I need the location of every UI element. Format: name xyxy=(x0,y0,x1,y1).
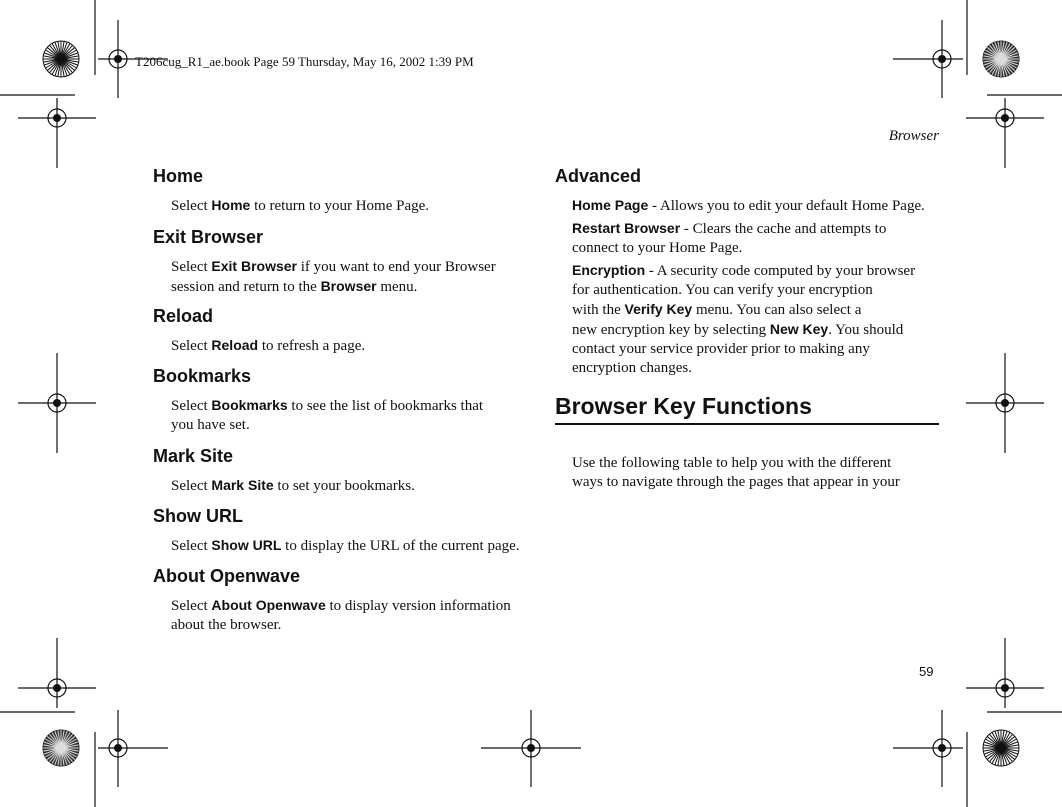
encryption-description: Encryption - A security code computed by your browser for authentication. You can verify your encryption with the Verify Key menu. You can also select a new encryption key by selecting New Key. You should contact your service provider prior to making any encryption changes. xyxy=(572,262,916,376)
page-number: 59 xyxy=(919,664,934,679)
registration-wheel-icon xyxy=(983,41,1019,77)
mark-site-description: Select Mark Site to set your bookmarks. xyxy=(171,477,415,494)
registration-wheel-icon xyxy=(983,730,1019,766)
heading-rule xyxy=(555,423,939,425)
section-heading-show-url: Show URL xyxy=(153,506,243,526)
restart-browser-description: Restart Browser - Clears the cache and attempts to connect to your Home Page. xyxy=(572,220,887,256)
section-heading-reload: Reload xyxy=(153,306,214,326)
about-openwave-description: Select About Openwave to display version information about the browser. xyxy=(171,597,511,633)
registration-target-icon xyxy=(893,710,963,787)
print-slug: T206cug_R1_ae.book Page 59 Thursday, May 16, 2002 1:39 PM xyxy=(135,54,474,69)
registration-wheel-icon xyxy=(43,730,79,766)
section-heading-bookmarks: Bookmarks xyxy=(153,366,252,386)
home-page-description: Home Page - Allows you to edit your default Home Page. xyxy=(572,197,925,214)
browser-key-functions-intro: Use the following table to help you with the different ways to navigate through the pages that appear in your xyxy=(572,455,900,490)
registration-target-icon xyxy=(966,638,1044,708)
registration-wheel-icon xyxy=(43,41,79,77)
bookmarks-description: Select Bookmarks to see the list of bookmarks that you have set. xyxy=(171,397,484,433)
section-heading-browser-key-functions: Browser Key Functions xyxy=(555,393,812,419)
registration-target-icon xyxy=(893,20,963,98)
home-description: Select Home to return to your Home Page. xyxy=(171,197,430,214)
exit-browser-description: Select Exit Browser if you want to end your Browser session and return to the Browser menu. xyxy=(171,258,496,295)
section-heading-mark-site: Mark Site xyxy=(153,446,234,466)
show-url-description: Select Show URL to display the URL of the current page. xyxy=(171,537,520,554)
registration-target-icon xyxy=(966,98,1044,168)
running-header: Browser xyxy=(888,128,939,144)
section-heading-home: Home xyxy=(153,166,204,186)
reload-description: Select Reload to refresh a page. xyxy=(171,337,366,354)
section-heading-about-openwave: About Openwave xyxy=(153,566,301,586)
registration-target-icon xyxy=(98,710,168,787)
registration-target-icon xyxy=(18,638,96,708)
section-heading-exit-browser: Exit Browser xyxy=(153,227,264,247)
registration-target-icon xyxy=(18,98,96,168)
section-heading-advanced: Advanced xyxy=(555,166,642,186)
